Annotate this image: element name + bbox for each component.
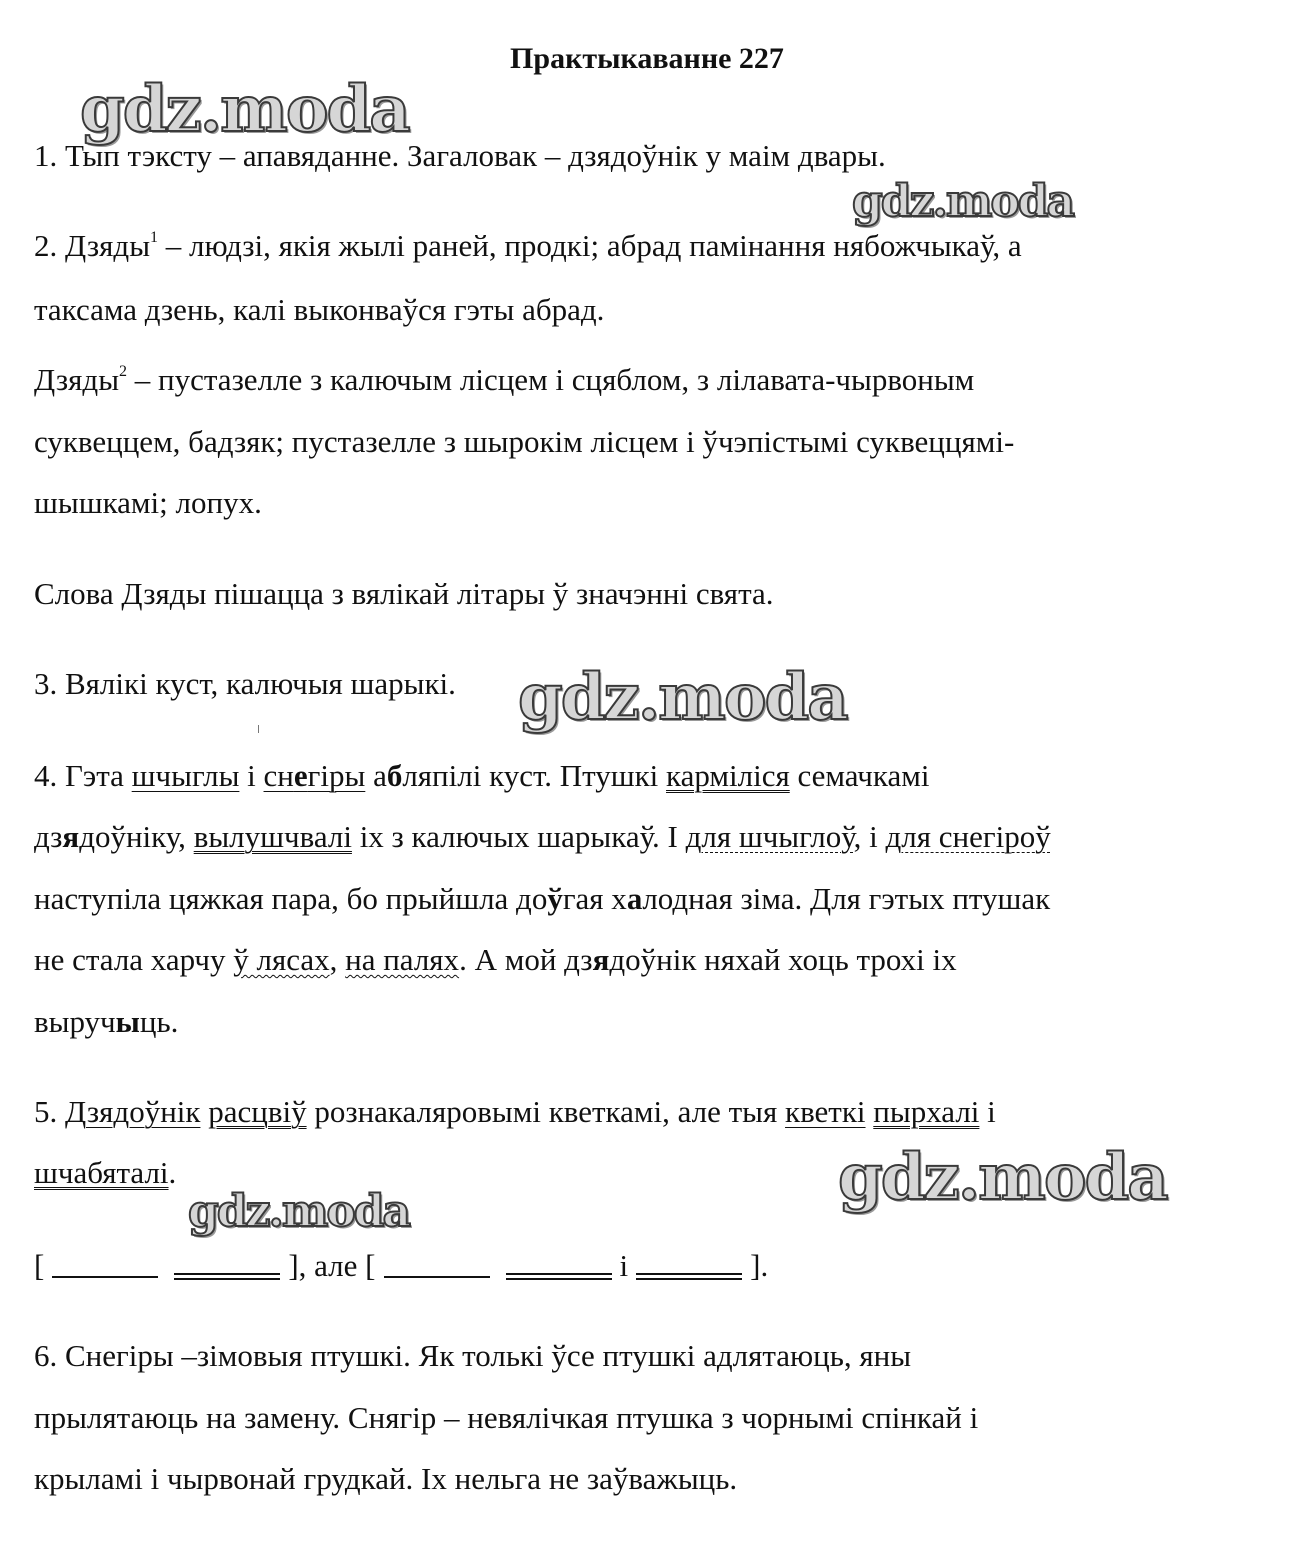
text: гая х bbox=[562, 881, 627, 916]
answer-4-line-2 bbox=[34, 821, 1051, 852]
text: – людзі, якія жылі раней, продкі; абрад памінання нябожчыкаў, а bbox=[158, 228, 1022, 263]
wavy-underlined-phrase: ў лясах bbox=[233, 942, 330, 977]
definition-2-line-1 bbox=[34, 364, 974, 395]
answer-5-line-1 bbox=[34, 1096, 996, 1127]
text: ць. bbox=[139, 1004, 179, 1039]
answer-4-line-3 bbox=[34, 883, 1050, 914]
answer-6-line-3: крыламі і чырвонай грудкай. Іх нельга не заўважыць. bbox=[34, 1461, 738, 1496]
bold-letter: а bbox=[626, 881, 643, 916]
answer-2-line-1 bbox=[34, 230, 1022, 261]
predicate-line bbox=[174, 1273, 280, 1280]
text: сн bbox=[263, 758, 294, 793]
double-underlined-word: вылушчвалі bbox=[193, 819, 352, 854]
definition-2-line-2: суквеццем, бадзяк; пустазелле з шырокім лісцем і ўчэпістымі суквеццямі- bbox=[34, 424, 1015, 459]
answer-6-line-1: 6. Снегіры –зімовыя птушкі. Як толькі ўсе птушкі адлятаюць, яны bbox=[34, 1338, 912, 1373]
predicate-line bbox=[506, 1273, 612, 1280]
bracket: ]. bbox=[750, 1248, 769, 1283]
text: і bbox=[979, 1094, 996, 1129]
watermark-logo: gdz.moda bbox=[188, 1186, 410, 1237]
bold-letter: ы bbox=[115, 1004, 140, 1039]
wavy-underlined-phrase: на палях bbox=[345, 942, 460, 977]
answer-3: 3. Вялікі куст, калючыя шарыкі. bbox=[34, 666, 456, 701]
text: доўнік няхай хоць трохі іх bbox=[609, 942, 957, 977]
capitalization-note: Слова Дзяды пішацца з вялікай літары ў значэнні свята. bbox=[34, 576, 774, 611]
underlined-word: шчыглы bbox=[131, 758, 240, 793]
text: ляпілі куст. Птушкі bbox=[402, 758, 667, 793]
answer-4-line-5 bbox=[34, 1006, 178, 1037]
sentence-scheme bbox=[34, 1250, 768, 1281]
bracket: [ bbox=[34, 1248, 45, 1283]
answer-4-line-4 bbox=[34, 944, 957, 975]
superscript: 2 bbox=[119, 363, 128, 380]
text: ], але [ bbox=[288, 1248, 376, 1283]
double-underlined-word: пырхалі bbox=[873, 1094, 980, 1129]
text: семачкамі bbox=[789, 758, 930, 793]
watermark-logo: gdz.moda bbox=[518, 660, 847, 735]
underlined-word: кветкі bbox=[785, 1094, 866, 1129]
text: дз bbox=[34, 819, 63, 854]
text: гіры bbox=[307, 758, 366, 793]
text: доўніку, bbox=[79, 819, 194, 854]
bold-letter: б bbox=[386, 758, 403, 793]
answer-2-line-2: таксама дзень, калі выконваўся гэты абрад. bbox=[34, 292, 605, 327]
double-underlined-word: карміліся bbox=[666, 758, 790, 793]
text: а bbox=[365, 758, 387, 793]
text: 2. Дзяды bbox=[34, 228, 151, 263]
underlined-word bbox=[264, 758, 366, 793]
text: . bbox=[168, 1155, 177, 1190]
definition-2-line-3: шышкамі; лопух. bbox=[34, 485, 262, 520]
superscript: 1 bbox=[150, 229, 159, 246]
bold-letter: ў bbox=[547, 881, 563, 916]
stray-mark bbox=[258, 725, 259, 733]
text: . А мой дз bbox=[459, 942, 593, 977]
text: і bbox=[239, 758, 264, 793]
subject-line bbox=[52, 1276, 158, 1278]
page-title: Практыкаванне 227 bbox=[510, 42, 784, 75]
text: Дзяды bbox=[34, 362, 120, 397]
bold-letter: е bbox=[293, 758, 308, 793]
text: не стала харчу bbox=[34, 942, 234, 977]
answer-5-line-2 bbox=[34, 1157, 176, 1188]
answer-1: 1. Тып тэксту – апавяданне. Загаловак – дзядоўнік у маім двары. bbox=[34, 138, 886, 173]
text: лодная зіма. Для гэтых птушак bbox=[642, 881, 1051, 916]
conjunction: і bbox=[619, 1248, 629, 1283]
text: , і bbox=[853, 819, 886, 854]
dashed-underlined-phrase: для снегіроў bbox=[885, 819, 1051, 854]
underlined-word: Дзядоўнік bbox=[65, 1094, 201, 1129]
text: – пустазелле з калючым лісцем і сцяблом, з лілавата-чырвоным bbox=[127, 362, 975, 397]
text: 5. bbox=[34, 1094, 65, 1129]
watermark-logo: gdz.moda bbox=[852, 176, 1074, 227]
dashed-underlined-phrase: для шчыглоў bbox=[685, 819, 854, 854]
subject-line bbox=[384, 1276, 490, 1278]
answer-6-line-2: прылятаюць на замену. Снягір – невялічкая птушка з чорнымі спінкай і bbox=[34, 1400, 979, 1435]
double-underlined-word: шчабяталі bbox=[34, 1155, 169, 1190]
text: іх з калючых шарыкаў. І bbox=[351, 819, 686, 854]
predicate-line bbox=[636, 1273, 742, 1280]
bold-letter: я bbox=[62, 819, 80, 854]
text: 4. Гэта bbox=[34, 758, 132, 793]
bold-letter: я bbox=[592, 942, 610, 977]
text: рознакаляровымі кветкамі, але тыя bbox=[306, 1094, 786, 1129]
double-underlined-word: расцвіў bbox=[208, 1094, 307, 1129]
text: , bbox=[329, 942, 346, 977]
watermark-logo: gdz.moda bbox=[838, 1140, 1167, 1215]
text: наступіла цяжкая пара, бо прыйшла до bbox=[34, 881, 548, 916]
watermark-logo: gdz.moda bbox=[80, 72, 409, 147]
text: выруч bbox=[34, 1004, 116, 1039]
answer-4-line-1 bbox=[34, 760, 929, 791]
